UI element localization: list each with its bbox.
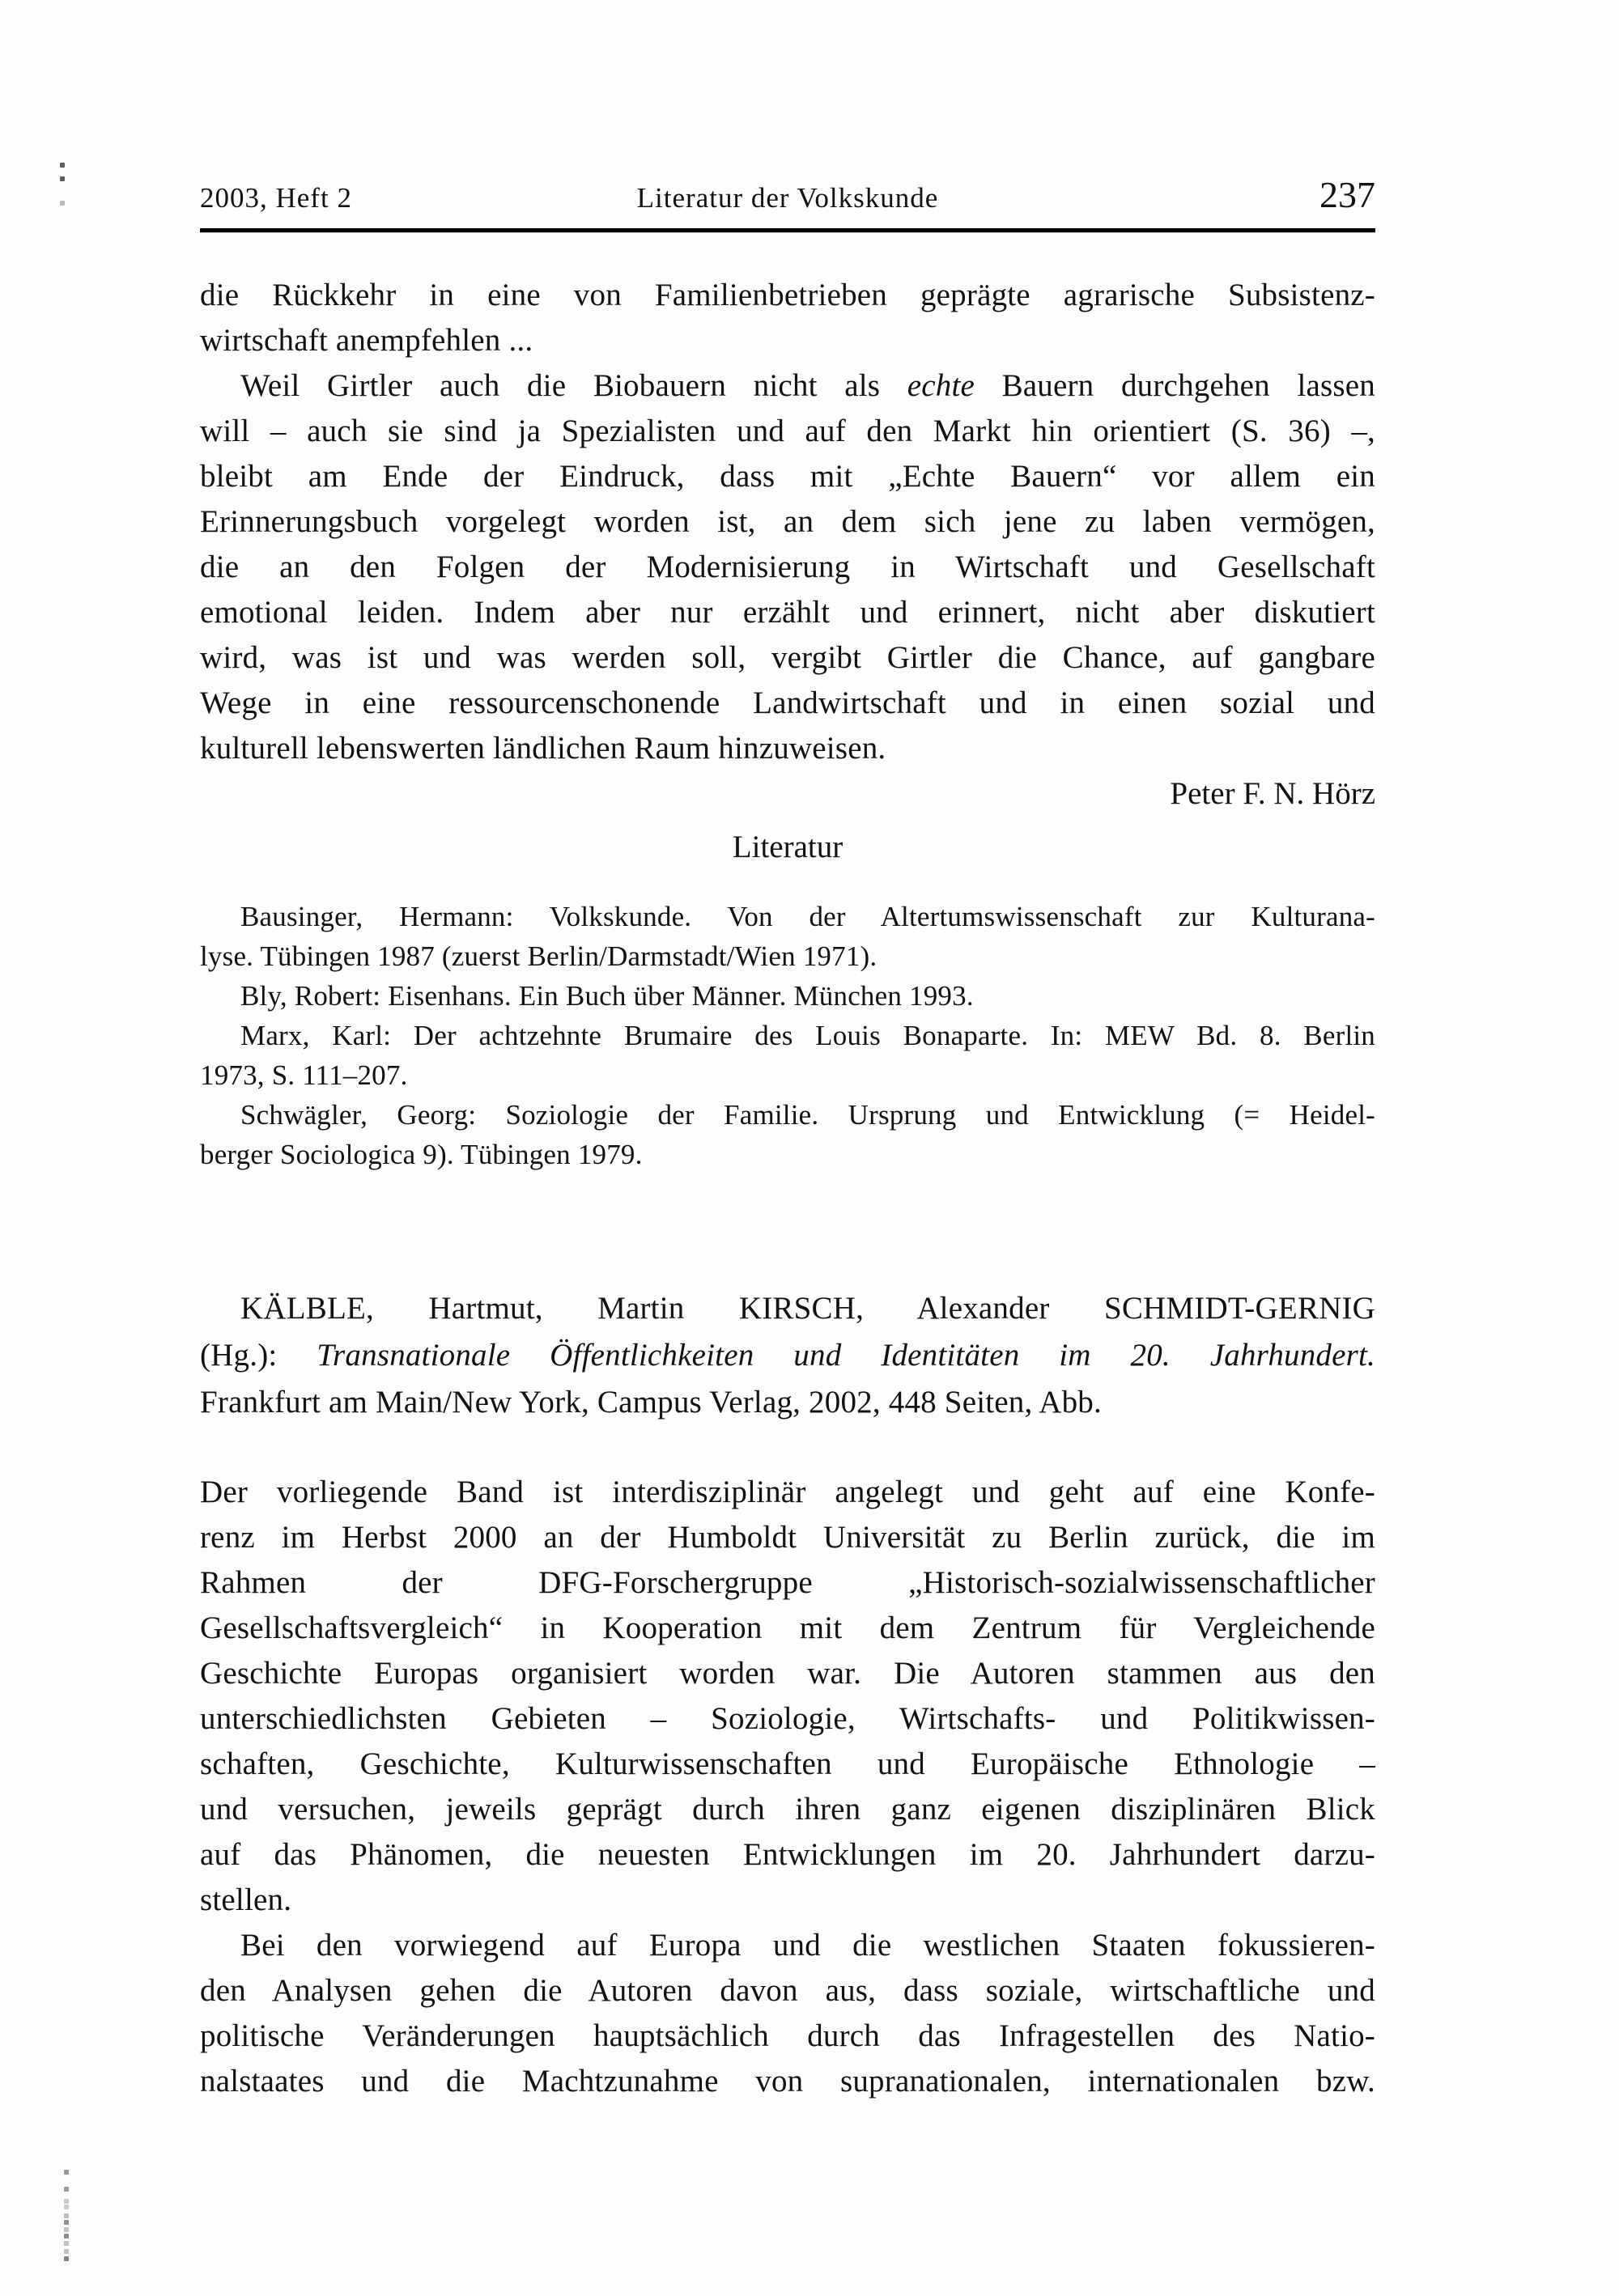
- scan-dot-artifact: [64, 2249, 69, 2254]
- text-segment: Weil Girtler auch die Biobauern nicht als: [240, 368, 907, 403]
- page-content: [200, 0, 1375, 2104]
- running-head-section-title: Literatur der Volkskunde: [636, 182, 939, 214]
- text-segment: Schwägler, Georg: Soziologie der Familie. Ursprung und Entwicklung (= Heidel-: [240, 1099, 1375, 1131]
- text-line: [200, 2059, 1375, 2104]
- scan-dot-artifact: [64, 2213, 69, 2218]
- text-line: [200, 590, 1375, 635]
- text-segment: berger Sociologica 9). Tübingen 1979.: [200, 1139, 643, 1170]
- scan-dot-artifact: [64, 2205, 69, 2209]
- text-segment: KÄLBLE, Hartmut, Martin KIRSCH, Alexander SCHMIDT-GERNIG: [240, 1291, 1375, 1326]
- text-line: [200, 1696, 1375, 1742]
- page-number: 237: [1319, 174, 1375, 215]
- literature-heading: Literatur: [732, 830, 843, 864]
- italic-text-segment: Transnationale Öffentlichkeiten und Identitäten im 20. Jahrhundert.: [317, 1338, 1376, 1373]
- text-segment: schaften, Geschichte, Kulturwissenschaften und Europäische Ethnologie –: [200, 1746, 1375, 1781]
- header-rule: [200, 228, 1375, 232]
- text-segment: stellen.: [200, 1882, 292, 1917]
- text-segment: Bauern durchgehen lassen: [974, 368, 1375, 403]
- text-line: [200, 1095, 1375, 1135]
- review-kaelble-text: [200, 1470, 1375, 2104]
- text-line: [200, 318, 1375, 363]
- text-line: [200, 499, 1375, 545]
- text-segment: die Rückkehr in eine von Familienbetrieben geprägte agrarische Subsistenz-: [200, 278, 1375, 312]
- text-segment: Bausinger, Hermann: Volkskunde. Von der Altertumswissenschaft zur Kulturana-: [240, 901, 1375, 932]
- text-line: [200, 409, 1375, 454]
- text-segment: politische Veränderungen hauptsächlich durch das Infragestellen des Natio-: [200, 2018, 1375, 2053]
- review-girtler-section: [200, 273, 1375, 1174]
- text-line: [200, 897, 1375, 936]
- scan-dot-artifact: [60, 176, 65, 181]
- text-line: [200, 1332, 1375, 1379]
- text-segment: wirtschaft anempfehlen ...: [200, 323, 533, 358]
- text-line: [200, 681, 1375, 726]
- text-segment: emotional leiden. Indem aber nur erzählt und erinnert, nicht aber diskutiert: [200, 595, 1375, 630]
- text-line: [200, 1135, 1375, 1174]
- text-segment: Gesellschaftsvergleich“ in Kooperation mit dem Zentrum für Vergleichende: [200, 1611, 1375, 1645]
- scan-dot-artifact: [64, 2256, 69, 2261]
- text-line: [200, 1016, 1375, 1055]
- text-segment: Wege in eine ressourcenschonende Landwirtschaft und in einen sozial und: [200, 685, 1375, 720]
- scan-dot-artifact: [64, 2234, 69, 2239]
- text-segment: renz im Herbst 2000 an der Humboldt Universität zu Berlin zurück, die im: [200, 1520, 1375, 1555]
- text-line: [200, 454, 1375, 499]
- text-segment: kulturell lebenswerten ländlichen Raum hinzuweisen.: [200, 731, 886, 766]
- text-line: [200, 273, 1375, 318]
- text-segment: Bei den vorwiegend auf Europa und die westlichen Staaten fokussieren-: [240, 1928, 1375, 1963]
- reviewer-signature: Peter F. N. Hörz: [1170, 776, 1375, 811]
- text-segment: wird, was ist und was werden soll, vergibt Girtler die Chance, auf gangbare: [200, 640, 1375, 675]
- text-line: [200, 2014, 1375, 2059]
- text-segment: Der vorliegende Band ist interdisziplinär angelegt und geht auf eine Konfe-: [200, 1475, 1375, 1509]
- text-line: [200, 976, 1375, 1016]
- text-segment: Marx, Karl: Der achtzehnte Brumaire des Louis Bonaparte. In: MEW Bd. 8. Berlin: [240, 1020, 1375, 1051]
- scan-dot-artifact: [64, 2187, 69, 2192]
- text-segment: und versuchen, jeweils geprägt durch ihren ganz eigenen disziplinären Blick: [200, 1792, 1375, 1827]
- running-head-issue: 2003, Heft 2: [200, 182, 352, 214]
- text-segment: Bly, Robert: Eisenhans. Ein Buch über Männer. München 1993.: [240, 980, 974, 1012]
- scan-dot-artifact: [64, 2241, 69, 2246]
- scan-dot-artifact: [64, 2220, 69, 2225]
- text-segment: Geschichte Europas organisiert worden war. Die Autoren stammen aus den: [200, 1656, 1375, 1691]
- text-line: [200, 1968, 1375, 2014]
- scan-dot-artifact: [64, 2227, 69, 2232]
- text-segment: (Hg.):: [200, 1338, 317, 1373]
- text-line: [200, 1285, 1375, 1332]
- text-line: [200, 1055, 1375, 1095]
- text-line: [200, 936, 1375, 976]
- text-line: [200, 545, 1375, 590]
- text-line: [200, 1742, 1375, 1787]
- text-segment: nalstaates und die Machtzunahme von supranationalen, internationalen bzw.: [200, 2064, 1375, 2099]
- review-girtler-text: [200, 273, 1375, 771]
- text-line: [200, 635, 1375, 681]
- text-line: [200, 363, 1375, 409]
- text-line: [200, 1878, 1375, 1923]
- text-segment: Rahmen der DFG-Forschergruppe „Historisch-sozialwissenschaftlicher: [200, 1565, 1375, 1600]
- review-kaelble-section: [200, 1285, 1375, 2104]
- reference-list: [200, 897, 1375, 1174]
- text-line: [200, 1560, 1375, 1606]
- text-segment: Erinnerungsbuch vorgelegt worden ist, an dem sich jene zu laben vermögen,: [200, 504, 1375, 539]
- text-line: [200, 1923, 1375, 1968]
- review-kaelble-heading: [200, 1285, 1375, 1426]
- text-segment: unterschiedlichsten Gebieten – Soziologie, Wirtschafts- und Politikwissen-: [200, 1701, 1375, 1736]
- text-segment: will – auch sie sind ja Spezialisten und auf den Markt hin orientiert (S. 36) –,: [200, 414, 1375, 448]
- scan-dot-artifact: [60, 201, 65, 206]
- text-line: [200, 1515, 1375, 1560]
- scan-dot-artifact: [64, 2170, 69, 2175]
- text-line: [200, 1470, 1375, 1515]
- text-line: [200, 1832, 1375, 1878]
- scan-dot-artifact: [64, 2199, 69, 2204]
- text-line: [200, 1379, 1375, 1426]
- text-line: [200, 726, 1375, 771]
- text-line: [200, 1651, 1375, 1696]
- scan-dot-artifact: [60, 163, 65, 168]
- text-segment: bleibt am Ende der Eindruck, dass mit „Echte Bauern“ vor allem ein: [200, 459, 1375, 494]
- text-segment: Frankfurt am Main/New York, Campus Verlag, 2002, 448 Seiten, Abb.: [200, 1385, 1102, 1420]
- text-segment: lyse. Tübingen 1987 (zuerst Berlin/Darmstadt/Wien 1971).: [200, 940, 877, 972]
- italic-text-segment: echte: [907, 368, 975, 403]
- text-segment: die an den Folgen der Modernisierung in Wirtschaft und Gesellschaft: [200, 550, 1375, 584]
- text-segment: den Analysen gehen die Autoren davon aus, dass soziale, wirtschaftliche und: [200, 1973, 1375, 2008]
- running-head: [200, 173, 1375, 216]
- text-line: [200, 1787, 1375, 1832]
- text-segment: 1973, S. 111–207.: [200, 1059, 408, 1091]
- text-line: [200, 1606, 1375, 1651]
- text-segment: auf das Phänomen, die neuesten Entwicklungen im 20. Jahrhundert darzu-: [200, 1837, 1375, 1872]
